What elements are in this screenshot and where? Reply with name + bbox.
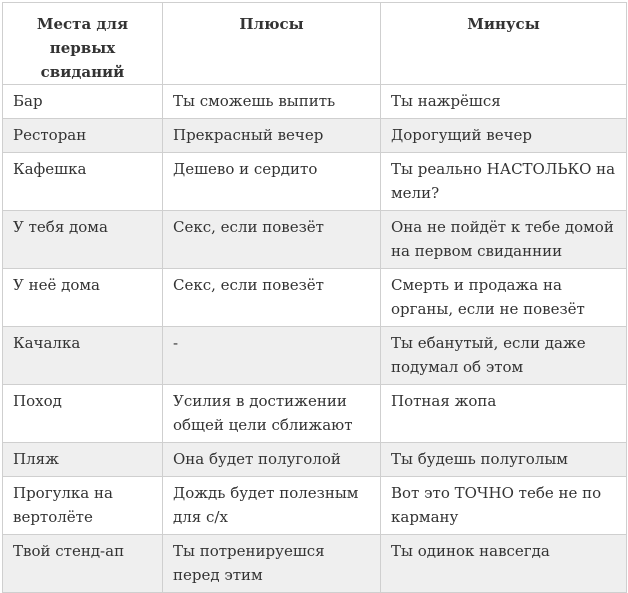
cell-pro: Секс, если повезёт [163, 269, 381, 327]
cell-pro: Ты сможешь выпить [163, 85, 381, 119]
cell-pro: Ты потренируешся перед этим [163, 535, 381, 593]
header-cons: Минусы [381, 3, 627, 85]
cell-con: Смерть и продажа на органы, если не повезёт [381, 269, 627, 327]
cell-con: Она не пойдёт к тебе домой на первом свиданнии [381, 211, 627, 269]
table-row [3, 153, 627, 211]
cell-place: Прогулка на вертолёте [3, 477, 163, 535]
cell-pro: Она будет полуголой [163, 443, 381, 477]
cell-pro: Прекрасный вечер [163, 119, 381, 153]
table-row [3, 535, 627, 593]
header-places: Места для первых свиданий [3, 3, 163, 85]
cell-pro: Секс, если повезёт [163, 211, 381, 269]
cell-con: Ты ебанутый, если даже подумал об этом [381, 327, 627, 385]
cell-con: Потная жопа [381, 385, 627, 443]
cell-place: Пляж [3, 443, 163, 477]
cell-place: Ресторан [3, 119, 163, 153]
cell-pro: Усилия в достижении общей цели сближают [163, 385, 381, 443]
table-row [3, 119, 627, 153]
cell-place: Бар [3, 85, 163, 119]
table-row [3, 477, 627, 535]
cell-pro: - [163, 327, 381, 385]
table-row [3, 327, 627, 385]
cell-place: У неё дома [3, 269, 163, 327]
header-pros: Плюсы [163, 3, 381, 85]
table-row [3, 385, 627, 443]
table-row [3, 443, 627, 477]
cell-con: Вот это ТОЧНО тебе не по карману [381, 477, 627, 535]
table-row [3, 211, 627, 269]
cell-con: Ты нажрёшся [381, 85, 627, 119]
cell-place: Кафешка [3, 153, 163, 211]
cell-con: Ты реально НАСТОЛЬКО на мели? [381, 153, 627, 211]
cell-pro: Дешево и сердито [163, 153, 381, 211]
table-row [3, 269, 627, 327]
cell-place: У тебя дома [3, 211, 163, 269]
cell-place: Поход [3, 385, 163, 443]
table-header-row [3, 3, 627, 85]
table-row [3, 85, 627, 119]
cell-con: Ты одинок навсегда [381, 535, 627, 593]
date-places-table [2, 2, 627, 593]
cell-con: Дорогущий вечер [381, 119, 627, 153]
cell-place: Качалка [3, 327, 163, 385]
cell-place: Твой стенд-ап [3, 535, 163, 593]
cell-con: Ты будешь полуголым [381, 443, 627, 477]
cell-pro: Дождь будет полезным для с/х [163, 477, 381, 535]
